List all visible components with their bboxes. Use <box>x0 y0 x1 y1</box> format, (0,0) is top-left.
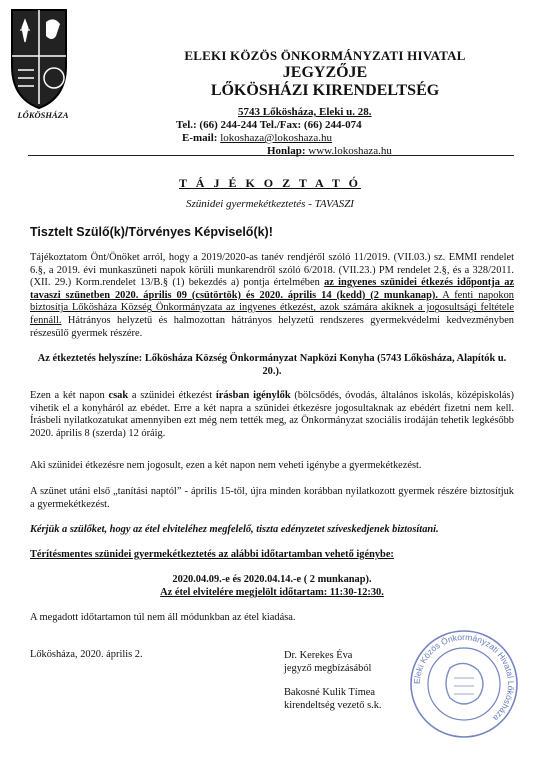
p2-only: csak <box>108 390 129 401</box>
branch-name: LŐKÖSHÁZI KIRENDELTSÉG <box>210 82 440 99</box>
p1-text: Tájékoztatom Önt/Önöket arról, hogy a 2019/2020-as tanév rendjéről szóló 11/2019. (VII.03.) sz. EMMI rendelet 6.§, a 2019. évi munkaszüneti napok körüli munkarendről szóló 6/2018. (VII.23.) PM rendelet 2.§, és a 328/2011. (XII. 29.) Korm.rendelet 13/B.§ (1) bekezdés a) pontja értelmében <box>30 252 514 289</box>
p2-text-e: (bölcsődés, óvodás, általános iskolás, középiskolás) vihetik el a konyháról az ebédet. Erre a két napra a szünidei étkezésre jogosultaknak az ebédért fizetni nem kell. Írásbeli nyilatkozatukat amennyiben ezt még nem tették meg, az Önkormányzat szociális irodáján tehetik legkésőbb 2020. április 8 (szerda) 12 óráig. <box>30 390 514 439</box>
paragraph-legal-basis <box>30 252 514 340</box>
signer-2-name: Bakosné Kulik Tímea <box>284 687 375 698</box>
document-title: T Á J É K O Z T A T Ó <box>179 176 361 190</box>
service-dates: 2020.04.09.-e és 2020.04.14.-e ( 2 munkanap). <box>172 574 372 585</box>
pickup-time: Az étel elvitelére megjelölt időtartam: 11:30-12:30. <box>160 587 384 598</box>
signature-block-notary <box>284 650 371 675</box>
web-label: Honlap: <box>267 145 309 157</box>
email-line <box>182 132 332 144</box>
signer-1-role: jegyző megbízásából <box>284 662 372 674</box>
official-stamp <box>408 628 520 740</box>
p2-text-a: Ezen a két napon <box>30 390 109 401</box>
address: 5743 Lőkösháza, Eleki u. 28. <box>238 106 372 118</box>
phone: Tel.: (66) 244-244 Tel./Fax: (66) 244-074 <box>176 119 362 131</box>
paragraph-free-period: Térítésmentes szünidei gyermekétkeztetés az alábbi időtartamban vehető igénybe: <box>30 549 394 560</box>
p1-eligibility: Hátrányos helyzetű és halmozottan hátrányos helyzetű rendszeres gyermekvédelmi kedvezményben részesülő gyermek részére. <box>30 314 514 339</box>
office-name: ELEKI KÖZÖS ÖNKORMÁNYZATI HIVATAL <box>184 48 466 63</box>
crest-town-label: LŐKÖSHÁZA <box>17 110 69 120</box>
p1-dates: az ingyenes szünidei étkezés időpontja az tavaszi szünetben 2020. április 09 (csütörtök) és 2020. április 14 (kedd) (2 munkanap). <box>30 277 514 301</box>
paragraph-after-break: A szünet utáni első „tanítási naptól” - április 15-től, újra minden korábban nyilatkozott gyermek részére biztosítjuk a gyermekétkezést. <box>30 486 514 510</box>
email-label: E-mail: <box>182 132 221 144</box>
document-subtitle: Szünidei gyermekétkeztetés - TAVASZI <box>186 198 354 210</box>
venue-value: Lőkösháza Község Önkormányzat Napközi Konyha (5743 Lőkösháza, Alapítók u. 20.). <box>144 353 507 377</box>
email-link[interactable]: lokoshaza@lokoshaza.hu <box>220 132 333 144</box>
signature-block-head <box>284 687 382 712</box>
web-link[interactable]: www.lokoshaza.hu <box>308 145 392 157</box>
p2-written: írásban igénylők <box>215 390 291 401</box>
town-crest <box>8 6 70 124</box>
office-role: JEGYZŐJE <box>282 64 368 81</box>
venue-label: Az étkeztetés helyszíne: <box>37 353 145 364</box>
place-date: Lőkösháza, 2020. április 2. <box>30 649 143 660</box>
p2-text-c: a szünidei étkezést <box>128 390 216 401</box>
signer-2-role: kirendeltség vezető s.k. <box>284 699 382 711</box>
letterhead <box>110 48 540 100</box>
paragraph-container-request: Kérjük a szülőket, hogy az étel elviteléhez megfelelő, tiszta edényzetet szíveskedjenek biztosítani. <box>30 524 439 535</box>
venue <box>30 353 514 378</box>
paragraph-not-eligible: Aki szünidei étkezésre nem jogosult, ezen a két napon nem veheti igénybe a gyermekétkezést. <box>30 460 422 471</box>
p1-provider: A fenti napokon biztosítja Lőkösháza Község Önkormányzata az ingyenes étkezést, azok számára akiknek a jogosultsági feltétele fennáll. <box>30 289 514 326</box>
greeting: Tisztelt Szülő(k)/Törvényes Képviselő(k)! <box>30 225 273 239</box>
stamp-text: Eleki Közös Önkormányzati Hivatal Lőkösháza <box>411 631 517 724</box>
header-divider <box>28 155 514 156</box>
signer-1-name: Dr. Kerekes Éva <box>284 650 353 661</box>
paragraph-pickup-rules <box>30 390 514 440</box>
paragraph-no-distribution: A megadott időtartamon túl nem áll módunkban az étel kiadása. <box>30 612 296 623</box>
